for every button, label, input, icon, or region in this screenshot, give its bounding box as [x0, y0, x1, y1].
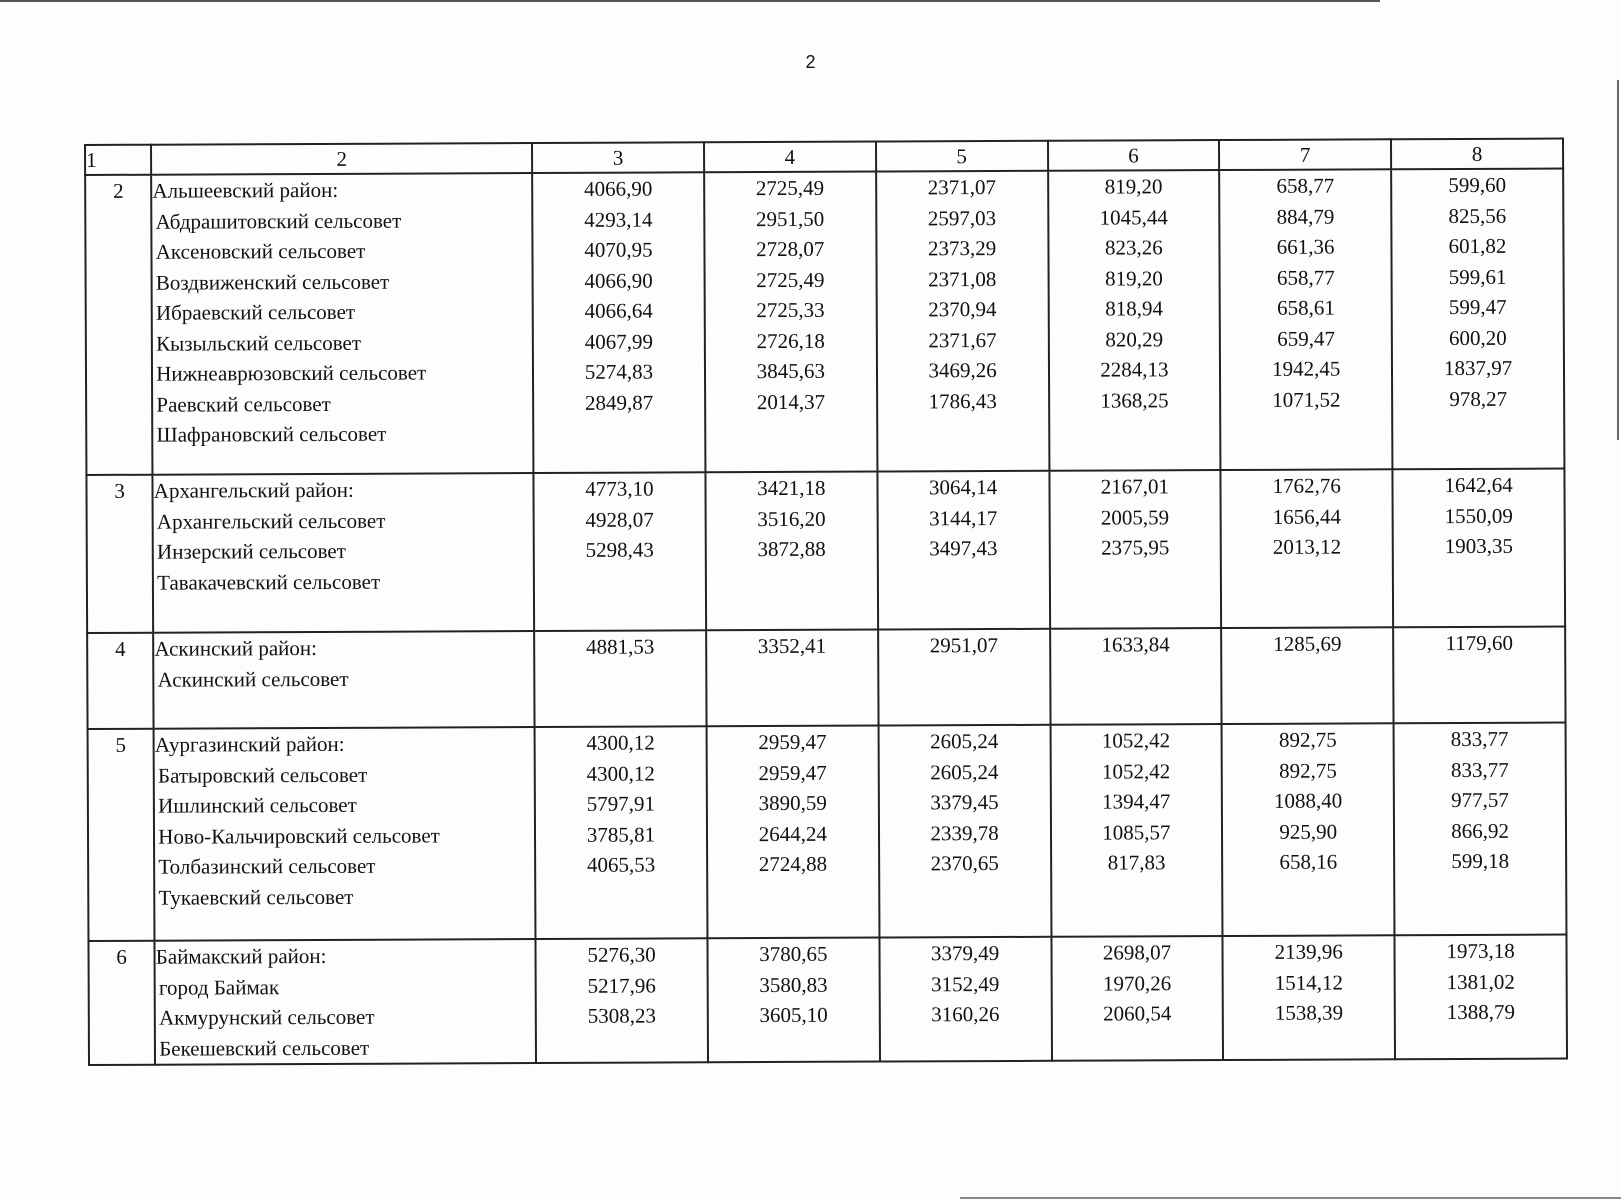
- value-cell: 2014,37: [756, 389, 826, 414]
- value-cell: 825,56: [1448, 203, 1507, 228]
- value-cell: 3872,88: [757, 536, 826, 562]
- value-cell: 3469,26: [928, 358, 997, 383]
- value-cell: 1538,39: [1274, 1000, 1344, 1025]
- district-number: 3: [114, 478, 125, 503]
- value-column-5-cell: [878, 629, 1050, 726]
- value-column-7-cell: [1222, 723, 1395, 936]
- value-cell: 3379,45: [930, 790, 999, 815]
- value-column-3-cell: [532, 172, 705, 473]
- value-cell: 2725,49: [756, 267, 825, 292]
- value-cell: 1633,84: [1101, 632, 1170, 657]
- scan-edge-bottom: [960, 1197, 1621, 1199]
- value-cell: 2375,95: [1100, 535, 1170, 560]
- value-cell: 1285,69: [1273, 631, 1342, 656]
- value-cell: 2139,96: [1274, 939, 1343, 964]
- settlement-names-cell: [151, 173, 533, 475]
- scan-edge-top: [0, 0, 1380, 2]
- value-column-3-cell: [535, 726, 708, 939]
- value-cell: 820,29: [1105, 326, 1164, 352]
- value-cell: 2724,88: [758, 851, 828, 877]
- column-header-5: 5: [876, 141, 1048, 172]
- value-cell: 5797,91: [586, 791, 656, 816]
- value-column-8-cell: [1394, 723, 1567, 936]
- value-cell: 2370,65: [930, 851, 999, 876]
- settlement-name: Раевский сельсовет: [156, 391, 331, 417]
- settlement-name: Толбазинский сельсовет: [158, 853, 376, 879]
- settlement-name: Ишлинский сельсовет: [158, 792, 357, 818]
- settlement-name: Тавакачевский сельсовет: [157, 569, 381, 595]
- settlement-name: Тукаевский сельсовет: [158, 884, 354, 910]
- value-column-8-cell: [1395, 935, 1567, 1060]
- district-number: 6: [116, 944, 127, 969]
- value-cell: 1381,02: [1446, 969, 1515, 994]
- value-cell: 658,61: [1276, 295, 1335, 320]
- value-cell: 3064,14: [928, 475, 998, 500]
- value-cell: 3605,10: [759, 1002, 828, 1028]
- value-cell: 1550,09: [1444, 503, 1513, 528]
- value-cell: 833,77: [1450, 757, 1509, 782]
- value-cell: 1837,97: [1443, 355, 1513, 381]
- value-cell: 2370,94: [928, 297, 997, 322]
- value-cell: 2371,08: [928, 266, 997, 291]
- column-header-2: 2: [151, 143, 532, 175]
- value-cell: 1514,12: [1274, 970, 1344, 995]
- settlement-name: Нижнеаврюзовский сельсовет: [156, 360, 427, 386]
- value-cell: 3160,26: [931, 1002, 1000, 1027]
- district-title: Альшеевский район:: [152, 177, 339, 203]
- value-column-4-cell: [707, 938, 879, 1063]
- value-cell: 1052,42: [1101, 758, 1171, 784]
- value-cell: 1088,40: [1273, 788, 1343, 813]
- district-group-row: [87, 627, 1565, 729]
- value-cell: 5308,23: [587, 1003, 656, 1028]
- value-cell: 833,77: [1450, 726, 1509, 752]
- value-cell: 2644,24: [758, 821, 827, 846]
- value-column-7-cell: [1219, 169, 1392, 470]
- value-cell: 819,20: [1105, 265, 1163, 291]
- column-header-7: 7: [1219, 139, 1391, 170]
- settlement-names-cell: [153, 631, 534, 729]
- value-cell: 1942,45: [1272, 356, 1341, 381]
- value-cell: 3144,17: [929, 505, 998, 530]
- settlement-name: Батыровский сельсовет: [157, 762, 368, 788]
- value-column-6-cell: [1048, 170, 1221, 471]
- table-body: [85, 169, 1567, 1065]
- settlement-name: Аксеновский сельсовет: [155, 238, 366, 264]
- value-cell: 4881,53: [586, 634, 655, 659]
- district-title: Аскинский район:: [154, 635, 318, 661]
- value-cell: 5217,96: [587, 973, 656, 998]
- district-number-cell: [87, 633, 154, 729]
- value-cell: 2951,50: [755, 206, 825, 231]
- value-cell: 925,90: [1279, 819, 1338, 844]
- value-cell: 819,20: [1104, 174, 1163, 199]
- value-cell: 1071,52: [1272, 387, 1341, 412]
- column-header-4: 4: [704, 142, 876, 173]
- value-cell: 2959,47: [758, 729, 827, 755]
- settlement-name: Кызыльский сельсовет: [156, 330, 362, 356]
- value-cell: 658,77: [1276, 265, 1335, 290]
- value-cell: 1786,43: [928, 388, 997, 413]
- value-column-8-cell: [1393, 469, 1566, 628]
- value-cell: 2849,87: [584, 390, 654, 415]
- value-cell: 599,60: [1448, 172, 1507, 198]
- value-cell: 823,26: [1104, 235, 1163, 260]
- value-cell: 5274,83: [584, 359, 654, 384]
- settlement-name: Акмурунский сельсовет: [158, 1004, 375, 1030]
- settlement-name: Воздвиженский сельсовет: [155, 269, 390, 295]
- value-cell: 3580,83: [759, 972, 828, 997]
- value-cell: 1973,18: [1446, 938, 1515, 964]
- value-cell: 659,47: [1277, 326, 1335, 351]
- scan-edge-right: [1617, 80, 1619, 440]
- value-column-4-cell: [705, 472, 877, 631]
- value-cell: 2951,07: [929, 633, 998, 658]
- value-cell: 1970,26: [1102, 970, 1172, 996]
- value-column-8-cell: [1393, 627, 1565, 724]
- value-cell: 1762,76: [1272, 473, 1341, 498]
- settlement-name: Инзерский сельсовет: [156, 538, 346, 564]
- value-column-3-cell: [534, 630, 706, 727]
- value-cell: 3152,49: [931, 971, 1000, 996]
- value-column-5-cell: [877, 471, 1049, 630]
- district-group-row: [88, 935, 1567, 1065]
- value-cell: 2013,12: [1272, 534, 1342, 559]
- value-cell: 1368,25: [1100, 387, 1169, 413]
- value-cell: 1642,64: [1444, 472, 1513, 498]
- value-cell: 599,61: [1448, 264, 1507, 289]
- value-column-7-cell: [1223, 935, 1395, 1060]
- settlement-names-cell: [153, 473, 535, 633]
- value-column-4-cell: [706, 726, 879, 939]
- value-cell: 599,18: [1451, 848, 1510, 874]
- value-column-6-cell: [1051, 936, 1223, 1061]
- value-cell: 977,57: [1450, 787, 1509, 813]
- district-number: 2: [113, 178, 124, 203]
- district-number-cell: [88, 729, 155, 941]
- value-cell: 892,75: [1279, 758, 1337, 783]
- column-header-6: 6: [1047, 140, 1219, 171]
- value-cell: 1656,44: [1272, 504, 1341, 529]
- column-header-1: 1: [85, 145, 151, 175]
- value-cell: 2005,59: [1100, 504, 1170, 530]
- value-cell: 2698,07: [1102, 940, 1172, 965]
- district-title: Баймакский район:: [155, 943, 327, 969]
- value-column-4-cell: [706, 630, 878, 727]
- value-column-7-cell: [1221, 627, 1393, 724]
- value-column-3-cell: [534, 472, 706, 631]
- value-cell: 2371,07: [927, 175, 996, 200]
- value-cell: 2725,49: [755, 175, 825, 201]
- value-cell: 1085,57: [1102, 819, 1171, 845]
- value-cell: 817,83: [1107, 850, 1166, 875]
- value-cell: 4070,95: [584, 237, 653, 262]
- value-cell: 4066,90: [584, 176, 653, 201]
- settlement-names-cell: [155, 939, 536, 1065]
- settlement-name: Архангельский сельсовет: [156, 508, 386, 534]
- value-cell: 2060,54: [1103, 1001, 1172, 1026]
- value-cell: 2605,24: [930, 759, 999, 784]
- value-cell: 3421,18: [757, 475, 826, 501]
- value-cell: 600,20: [1448, 325, 1507, 350]
- column-header-3: 3: [532, 142, 704, 173]
- district-number: 4: [115, 636, 126, 661]
- value-cell: 4300,12: [586, 730, 655, 755]
- value-cell: 2284,13: [1100, 357, 1169, 382]
- settlement-name: Аскинский сельсовет: [157, 666, 349, 692]
- tariff-table: [84, 138, 1568, 1066]
- value-column-5-cell: [876, 171, 1049, 472]
- value-column-8-cell: [1391, 169, 1564, 470]
- value-column-5-cell: [878, 725, 1051, 938]
- value-cell: 658,77: [1276, 173, 1335, 198]
- settlement-name: Бекешевский сельсовет: [159, 1035, 370, 1061]
- value-cell: 2167,01: [1100, 474, 1170, 499]
- value-cell: 3516,20: [757, 506, 826, 531]
- settlement-names-cell: [154, 727, 536, 941]
- value-cell: 866,92: [1451, 818, 1509, 843]
- value-cell: 4065,53: [586, 852, 656, 877]
- value-column-6-cell: [1049, 470, 1221, 629]
- value-column-4-cell: [704, 172, 877, 473]
- value-cell: 3379,49: [930, 941, 1000, 966]
- value-cell: 2725,33: [756, 297, 825, 323]
- value-cell: 601,82: [1448, 233, 1507, 259]
- value-cell: 1045,44: [1099, 204, 1168, 230]
- value-cell: 3780,65: [759, 941, 828, 967]
- value-cell: 2605,24: [930, 729, 999, 754]
- value-cell: 3352,41: [757, 633, 827, 659]
- district-group-row: [88, 723, 1567, 941]
- value-cell: 4773,10: [585, 476, 654, 501]
- settlement-name: Шафрановский сельсовет: [156, 421, 387, 447]
- value-cell: 3497,43: [929, 536, 998, 561]
- value-cell: 1179,60: [1445, 630, 1514, 656]
- value-column-5-cell: [879, 937, 1051, 1062]
- value-cell: 892,75: [1278, 727, 1337, 752]
- value-cell: 4928,07: [585, 507, 654, 532]
- district-title: Архангельский район:: [153, 477, 354, 503]
- district-number: 5: [115, 732, 127, 757]
- page-number: 2: [805, 52, 816, 72]
- value-cell: 2959,47: [758, 760, 827, 785]
- settlement-name: город Баймак: [158, 974, 280, 1000]
- value-column-3-cell: [536, 938, 708, 1063]
- value-column-7-cell: [1221, 469, 1393, 628]
- value-cell: 3845,63: [756, 358, 825, 384]
- column-header-8: 8: [1391, 139, 1563, 170]
- value-column-6-cell: [1050, 628, 1222, 725]
- value-cell: 2339,78: [930, 820, 999, 845]
- value-cell: 599,47: [1448, 294, 1507, 320]
- value-cell: 661,36: [1276, 234, 1335, 259]
- value-cell: 2728,07: [756, 236, 825, 262]
- value-cell: 2373,29: [927, 236, 997, 261]
- value-cell: 1394,47: [1102, 789, 1171, 814]
- value-cell: 978,27: [1449, 386, 1508, 411]
- value-cell: 4293,14: [584, 207, 653, 232]
- value-cell: 5298,43: [585, 537, 654, 562]
- value-cell: 658,16: [1279, 849, 1338, 874]
- value-cell: 2597,03: [927, 205, 997, 230]
- district-group-row: [86, 469, 1565, 633]
- value-cell: 3890,59: [758, 790, 827, 816]
- value-cell: 2371,67: [928, 327, 997, 352]
- value-cell: 4067,99: [584, 329, 654, 354]
- value-cell: 5276,30: [587, 942, 656, 967]
- district-number-cell: [88, 941, 155, 1065]
- settlement-name: Абдрашитовский сельсовет: [155, 208, 402, 234]
- value-cell: 3785,81: [586, 822, 656, 847]
- district-title: Аургазинский район:: [154, 731, 345, 757]
- value-cell: 818,94: [1105, 296, 1164, 321]
- value-cell: 4300,12: [586, 761, 655, 786]
- value-cell: 884,79: [1276, 204, 1335, 229]
- value-cell: 4066,64: [584, 298, 653, 323]
- settlement-name: Ново-Кальчировский сельсовет: [158, 822, 440, 849]
- district-number-cell: [86, 475, 153, 633]
- value-column-6-cell: [1050, 724, 1223, 937]
- value-cell: 1903,35: [1444, 533, 1513, 559]
- value-cell: 4066,90: [584, 268, 653, 293]
- value-cell: 1052,42: [1101, 728, 1171, 753]
- district-number-cell: [85, 175, 153, 475]
- value-cell: 1388,79: [1446, 999, 1516, 1025]
- value-cell: 2726,18: [756, 328, 825, 353]
- district-group-row: [85, 169, 1564, 475]
- settlement-name: Ибраевский сельсовет: [155, 299, 356, 325]
